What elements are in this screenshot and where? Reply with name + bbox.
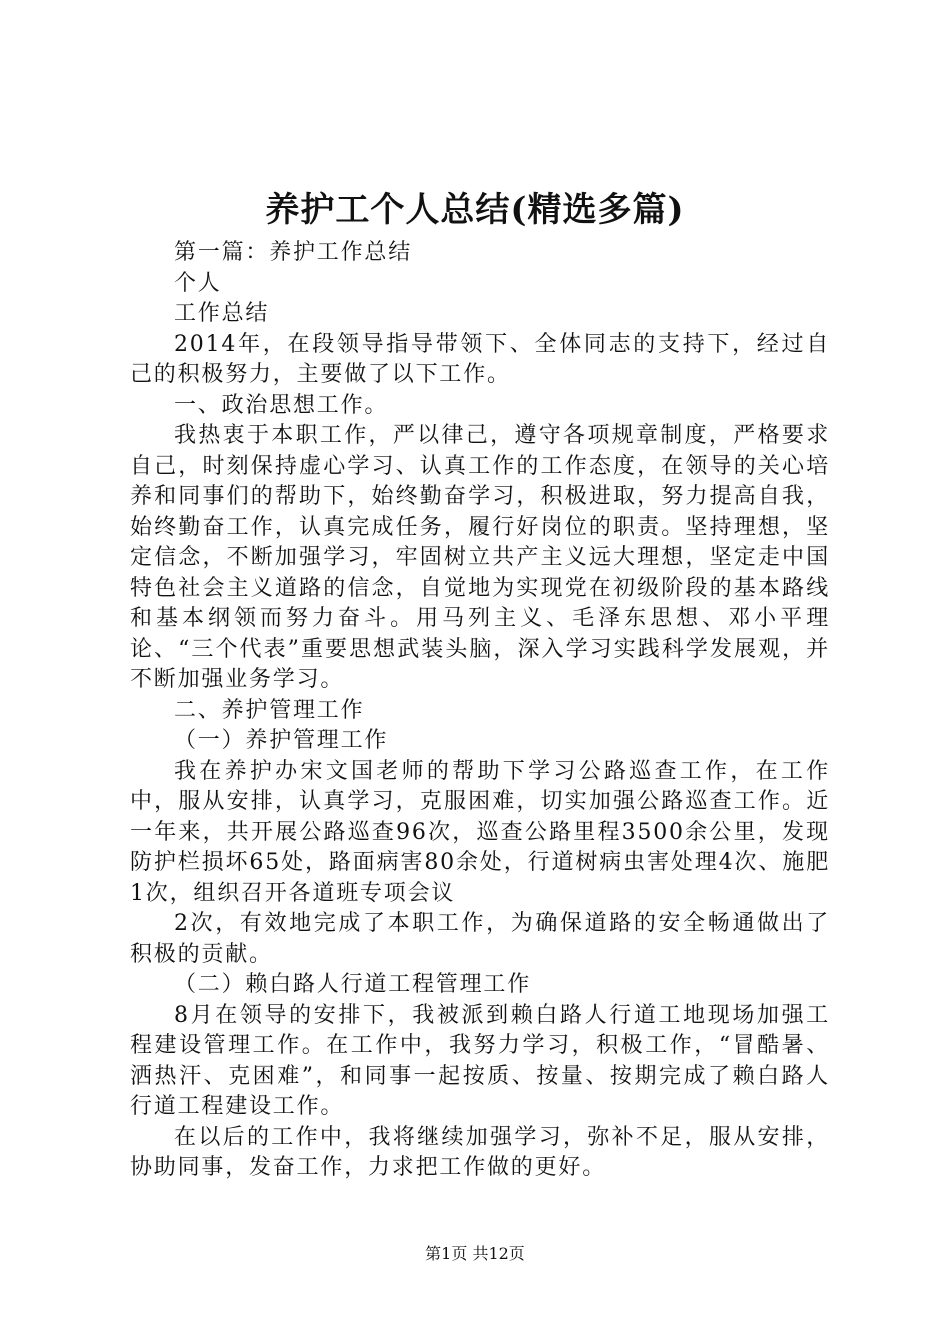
paragraph: 一、政治思想工作。 bbox=[174, 392, 389, 418]
paragraph: 个人 bbox=[174, 270, 222, 296]
paragraph: 我热衷于本职工作，严以律己，遵守各项规章制度，严格要求自己，时刻保持虚心学习、认真工作的工作态度，在领导的关心培养和同事们的帮助下，始终勤奋学习，积极进取，努力提高自我，始终勤奋工作，认真完成任务，履行好岗位的职责。坚持理想，坚定信念，不断加强学习，牢固树立共产主义远大理想，坚定走中国特色社会主义道路的信念，自觉地为实现党在初级阶段的基本路线和基本纲领而努力奋斗。用马列主义、毛泽东思想、邓小平理论、“三个代表”重要思想武装头脑，深入学习实践科学发展观，并不断加强业务学习。 bbox=[130, 423, 830, 692]
paragraph: 第一篇：养护工作总结 bbox=[174, 240, 413, 265]
page-footer: 第1页 共12页 bbox=[425, 1244, 525, 1263]
paragraph: （一）养护管理工作 bbox=[174, 728, 389, 753]
paragraph: 工作总结 bbox=[174, 301, 270, 326]
paragraph: 2次，有效地完成了本职工作，为确保道路的安全畅通做出了积极的贡献。 bbox=[130, 911, 830, 967]
paragraph: 8月在领导的安排下，我被派到赖白路人行道工地现场加强工程建设管理工作。在工作中，我努力学习，积极工作，“冒酷暑、洒热汗、克困难”，和同事一起按质、按量、按期完成了赖白路人行道工程建设工作。 bbox=[130, 1002, 830, 1119]
paragraph: 在以后的工作中，我将继续加强学习，弥补不足，服从安排，协助同事，发奋工作，力求把工作做的更好。 bbox=[130, 1124, 830, 1180]
document-title: 养护工个人总结(精选多篇) bbox=[265, 190, 685, 230]
paragraph: 我在养护办宋文国老师的帮助下学习公路巡查工作，在工作中，服从安排，认真学习，克服困难，切实加强公路巡查工作。近一年来，共开展公路巡查96次，巡查公路里程3500余公里，发现防护栏损坏65处，路面病害80余处，行道树病虫害处理4次、施肥1次，组织召开各道班专项会议 bbox=[130, 758, 830, 906]
paragraph: （二）赖白路人行道工程管理工作 bbox=[174, 972, 532, 997]
paragraph: 二、养护管理工作 bbox=[174, 697, 365, 723]
document-body bbox=[130, 238, 830, 1184]
paragraph: 2014年，在段领导指导带领下、全体同志的支持下，经过自己的积极努力，主要做了以下工作。 bbox=[130, 331, 830, 387]
